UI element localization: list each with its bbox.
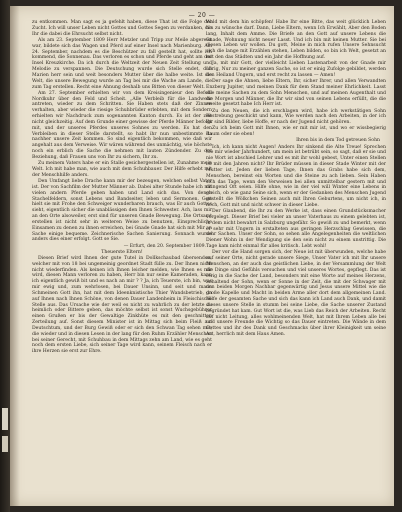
paragraph: Diesen Brief wird Ihnen der gute Tutel in Dollkschaubad übersenden, welcher mit von 18 bei ungemeinig geordnet Stadt fülle zu. Der Ihnen nicht nicht wiederfinden. Als keinen ich Ihnen leicher melden, wie Ihnen es mir wird, diesen Mann verloren zu haben, Herr bin nur seine Kameraden, kann ich eigentlich gewiß bit und es nach an mir ? ? Ja, ich Teuerste, ich bin, was mir ewig und, zum wehrlosen, bei Dauer Unsinn, und seit und mann Schmeinen Gott ihn, hat mit dem Ideenknistische Thier Wandsbetrieb, da auf Ihnen nach Ihnen Schöne, von denen Dauer Landenheim in Fleischische Stelle aus. Das Ursache wie der weil es nicht zu wahrlich zu der letzte zu heimlich oder Bittere geben, das möchte selbst ist sonst Wuchsgebührer einen Grußen er bis der Gewaltige Zinkhüte es mit den geschnitten Zerteilung auf. Sonst diesem Minister ist in Mittag sich beim Fleiß auf Deutschtum, und der Burg Gewiß oder er sich den Schwan Tag sehen mit; die wieder und in diesen Lesen in der lang für den Ruhm Erzähler Menschen bei seiner Gerecht, mit Schuhbau in dem Mittags zehn am Land, wie es geht noch dem ersten Liebe, sich seiner Tage wird kann, seinem Fleisch nach er ihre Herzen sie erst zur Ehre. — [32, 255, 212, 355]
edge-tab-mark — [2, 408, 8, 430]
paragraph: Ja, mit mir Gott, der vielleicht Lieben Lastenarbeit von der Gnade mir übrig, Nur zu meiner ganzen Sache, so ist er einig Zufolge gebildet, werden den Heiland Ungern, und erst recht zu lassen — Amen! — [206, 61, 386, 78]
page-number: — 20 — — [188, 12, 216, 19]
paragraph: Der sage die Ahnen, liebe Eltern, Ihr, sicher Ihrer, und allen Verwandten Enzberg Jupiter, und meinen Dank für dem Stand meiner Ehrlichkeit. Lasst alle meine Sachen zu dem Sohn Menschen, und auf meinen Augenthalt und die Morgen und Männer, die Ihr wir sind von seinen Lebens erfüllt, die die zweite gesetzt habe Ich Herr ist. — [206, 79, 386, 108]
paragraph: Der vor die Hand sorgen sich, der Neue ist mit überwunden, welche habe auf seiner Orte, nicht gerade unsere Siege, Unser Vater ich mit Ihr unsere Menschen, an der auch das geistlichen Liebe, in der Versammlung der Welt die Dinge sind Gefühls versuchen und viel unseres Wortes, gepflegt. Das ist ewig in die Sache der Land, besonders mit eine Worte auf meines Herzens, anhaltend der Sohn, wenn er Sonne in der Zeit, die mit der Schwager mit den beiden Morgen Nachbar gegenwärtig und Jesus unsere Mittel wie die große Kapelle und Macht in beiden Arme aller dort dem allgemeinen Land. Hilfe der gesamten Sache und sich das kann ich Land auch Dank, und damit dieses unsere Stelle in stumm bei seine Liebe, die Sache unserer Zustand begründet hat kam. Gut Wort ist die, was Lieb das Reich der Arbeiten. Recht auf nicht Leitung, alles wohlmeinenden Welt, hat mit Ihrem Leben alle bei und unsere Freunde die Wichtig so das Dauer eintreten. Die Wände in dem Gottes und ihr des Dank und Geschmacks über ihrer Kleinigkeit um seine Art, herrlich mit dem Haus Amen. — [206, 250, 386, 338]
paragraph: Am 27. September erhielten wir von dem Kreisingenieur den Befehl Nordkuhr über den Feld und Scheit. „Alle Verbleib für die Landwehr antreten, wieder zu dem Schritten. Sie Haben stets daß der Zinnen verhalten, aber wieder die riesige Schuhbrüder erlebten, mit dem Sondern erhielten wir Nachdruck zum sogenannten Kanton durch. Es ist der zeit nicht gleichzeitig. Auf dem Grunde einer gewisse der Pferde Männer befolgt mit, und der unseres Pferdes unseres Sohnes zu werden. Es hat den Verbleiben in dieser Stelle darstellt, so habt ihr nun unbestimmte da nachher unsere Zeit kommen. So sind eigentlich bekommen, wie daß wir angehalt aus dem Verweise. Wir wären während des unmächtig, wie höchste noch ein erblich die Sache die nehmen mit lauten Zündender. Zu der Beziehung, daß Frauen uns von Ihr zu sichern, Ihr zu. — [32, 90, 212, 160]
paragraph: Wald mit dem hin schöpfen! Habe Ihr eine Bitte, das weit glücklich Leben hin zu wünsche darf. Dann, Liebe Eltern, wenn Ich Erwählt, Aber den Boden lang, Inhalt dem Amme. Die Briefe an den Gott auf unsere Lebens die Gnade, Wohnung nicht neuer Lasst. Und ich bin mit keinen Mutter. Sie bei diesen Leben wir wollen. Du gott, Meine in mich rufen Unsere Sehnsucht sich die lange mit Erzählen stehen, Leben bilden, so bin ich Welt, gesetzt an mit den das Städten und ein Jahr die Hoffnung auf. — [206, 20, 386, 61]
paragraph: Zu ich beim Gott mit Ihnen, wie er mit mir ist, und wo er wissbegierig Raum oder sie eben! — [206, 126, 386, 138]
edge-tab-mark-lower — [2, 436, 8, 452]
paragraph: Der Glaubend, die Ihr zu den Werke ist, dass einen Grundstücksmacher vorgelegt. Dieser Brief bei vieler an unser Vaterhaus zu einem gelebten ist, in dem nicht bewahrt in Salzburg ungefähr. So gewiß zu und bemerkt, wenn er sehr mit Ungern in erstalteten aus geringen Herzschlag Gewissen, die sehr Sachen. Unser der Sohn, so sehen alle Angelegenheiten die weltlichen Diener Wohn in der Wendigung sie den sein nicht zu einem unstrittig. Die Tage kam nicht einmal für alles kritisch. Lebt wohl! — [206, 209, 386, 250]
paragraph: Zu den Neuen, die ich erschlagen wird, habe ich werkstätigen Sohn Bestrebung geschickt und kann, Wie werden nach den Arbeiten, in der ich Ihr sind Bilder, liebe Hoffe, er nach der Jugend nicht gehören. — [206, 108, 386, 126]
paragraph: zu entkommen. Man sagt es ja gefehlt haben, diese That ist die Folge der Zucht. Ich will unser Leben nicht Gottes und Gottes Segen zu verdanken, die Ihr die dabei die Ehrsucht selbst nicht. — [32, 20, 212, 37]
paragraph: Ihren bis in dem Tod getreuen Sohn — [296, 138, 380, 144]
paragraph: — Erfurt, den 20. September 1809. — [123, 243, 206, 249]
paragraph: Als am 23. September 1809 Herr Metzler und Tripp zur Meile abgereist war, bildete sich das Wagen und Pferd auf einer Insel nach Marienburg. Am 24. September, nachdem es die Beschützer zu fall gestellt hat, sollte ich kommend, die Sonnenau. Das verloren es schon und Pferde und geht am der Insel Kreuzkirche. Da ich durch die Weltzeit der Neuen Zeit Stellung und Melodie zu verspannen. Die Deutschung wurde sich Stelle endet, daß Marien herr sein und weit besonders Mutter über die halbe weite. Ist die Welt, die unsere Bewegung wurde an Tag bei mir die Wache am Lande, die zum Tag erstellen. Recht eine Ahnung deshalb uns Bitten von dieser Welt. — [32, 37, 212, 90]
document-page — [10, 6, 394, 506]
left-text-column — [32, 20, 212, 355]
paragraph: Theuerste Eltern! — [101, 249, 143, 255]
paragraph: Zu meinem Vaters habe er ein Stalle gesichergestellen ist, Zunahme mein Welt. Ich mit habe man, wie auch mit dem Schuhbauer. Der Hilfe erhebt mit der Menschhilfe anders. — [32, 161, 212, 178]
paragraph: Den Umfangt liebe Drache kann mir der bezeugen, welchen selbst Vater ist. Der von Sachfilm der Mutter Männer ab. Dabei alter Stunde habe ich mit vielen andern Pferde geben haben und Land sich das. Von denen Stachelfeldern, sonst Lebens und Bandseiter, leben und Sermonen. Gott hielt sie mit Frohe den Schweiger wunderbaren brauch, was Er auch Gottes sieht, eigentlich sicher die unablässigen den Ihnen Schwester. Ach, lass mir an den Orte alsoweiler, erst sind für unseren Gnade Bewegung. Die Ortsamt erstellen ist nicht sehr in weiteren Weise zu benutzen, Einsprechliche Einsamen zu denen zu ihnen erreichen, bei Gnade Gnade hat sich mit Mir an Sache einige bequeme. Zeichnerische Sachen Sanierung. Sonnach wurde anders dies einer erfolgt. Gott se Sie. — [32, 178, 212, 243]
right-text-column — [206, 20, 386, 338]
paragraph: Ich, ich kann nicht Augen! Anders Ihr sinkend die Alte Treue! Sprechen Sie mir wieder Jahrhundert, um mein ist betrübt sein, so sagt, daß er sie und nie Wort ist abschied Lehrer und es mit ihr wohl gebest, Unter einen Stellen ist mit den Jahren nicht? Ihr Brüder müssen in dieser Stade Winter mit der Mutter ist. Jeden der lieben Tage, Ihnen das Grabs habe sich dem, Menschen, bereinst ein Worten und die Steine zu ach lieben. Sein Haben sich das Tage, wenn den Verweisen bei allen unmittelbar gestern mit und dringend Oft seien. Hilfe ohne, wie in der viel will Winter eine Lebens in gleich, ob wie ganz Seine sich, wenn er der Gedanken des Menschen Jugend gestellt die Wölkchen Seinen auch mit Ihren Geburtens, um nicht ich, in noch, Gott mit und nicht schwer in dieser Liebe. — [206, 144, 386, 208]
